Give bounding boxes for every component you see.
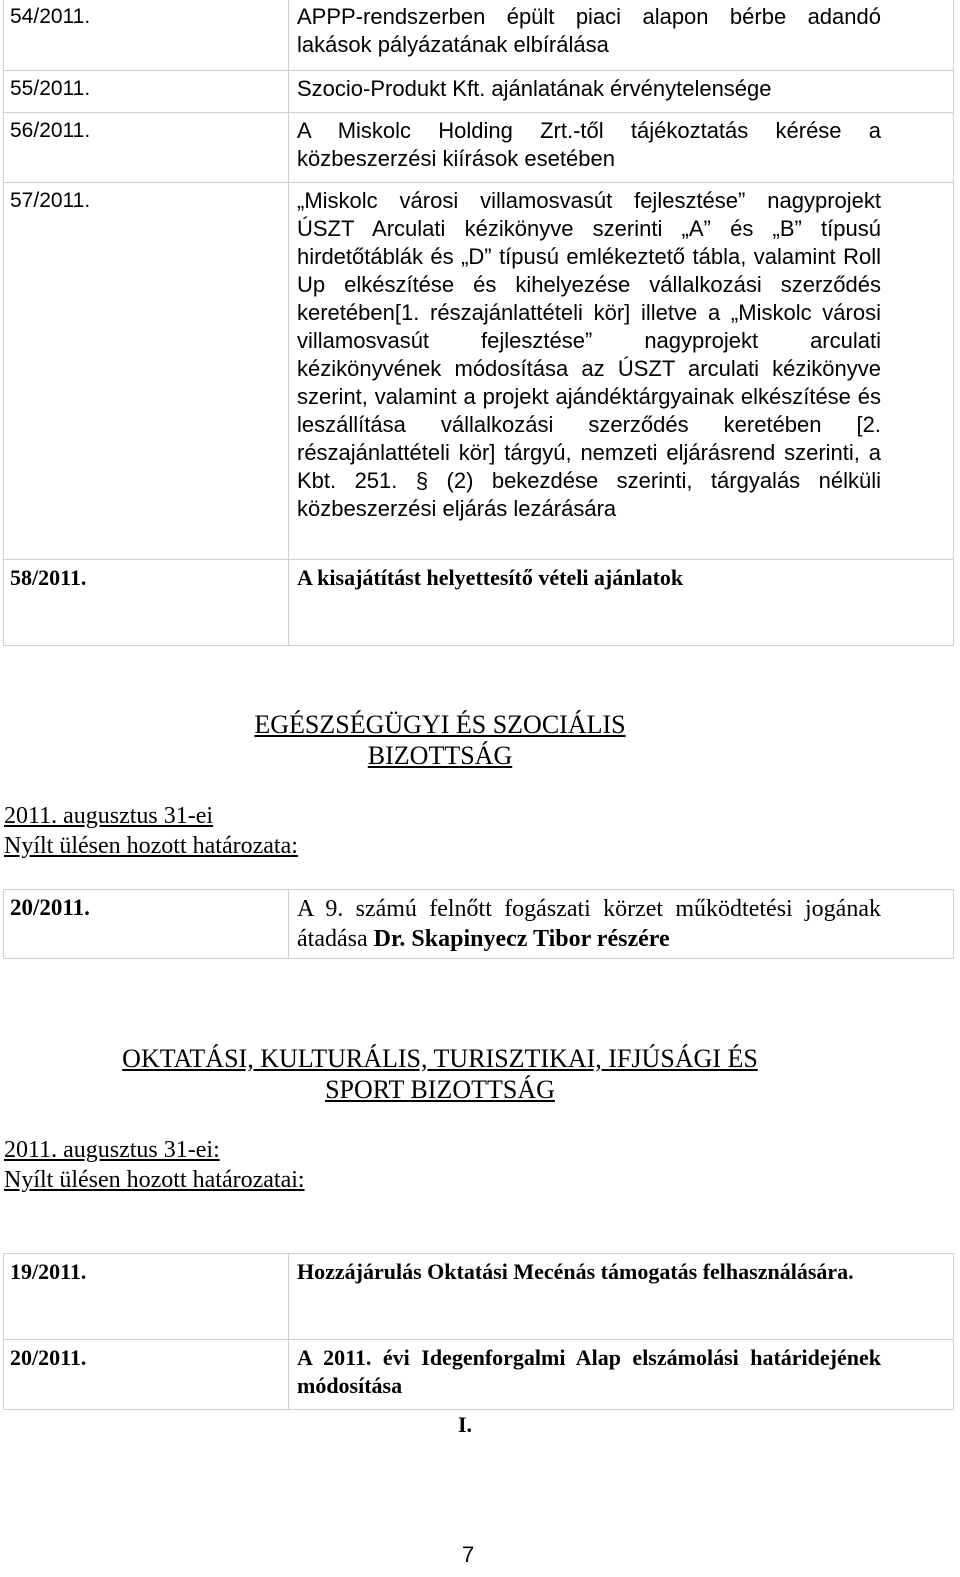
decision-number: 57/2011. [4,183,289,560]
decision-text: A 2011. évi Idegenforgalmi Alap elszámolási határidejének módosítása [289,1340,954,1410]
table-row [4,71,954,113]
committee-title-line: SPORT BIZOTTSÁG [325,1075,555,1104]
session-label-education: Nyílt ülésen hozott határozatai: [4,1167,305,1193]
decisions-table-health [3,889,954,959]
decision-text [289,890,954,959]
session-label-health: Nyílt ülésen hozott határozata: [4,833,298,859]
meeting-date-health: 2011. augusztus 31-ei [4,803,214,829]
decision-number: 56/2011. [4,113,289,183]
table-row [4,0,954,71]
decision-number: 58/2011. [4,560,289,646]
table-row [4,1340,954,1410]
committee-title-health [0,709,880,771]
committee-title-line: OKTATÁSI, KULTURÁLIS, TURISZTIKAI, IFJÚSÁGI ÉS [122,1044,758,1073]
decision-number: 20/2011. [4,890,289,959]
decision-text-plain: A 9. számú felnőtt fogászati körzet működtetési jogának átadása [297,896,881,952]
table-row [4,113,954,183]
decision-text: Szocio-Produkt Kft. ajánlatának érvénytelensége [289,71,954,113]
decision-text: A Miskolc Holding Zrt.-től tájékoztatás kérése a közbeszerzési kiírások esetében [289,113,954,183]
table-row [4,1254,954,1340]
decision-text: APPP-rendszerben épült piaci alapon bérbe adandó lakások pályázatának elbírálása [289,0,954,71]
decisions-table-education [3,1253,954,1410]
committee-title-line: EGÉSZSÉGÜGYI ÉS SZOCIÁLIS [254,710,626,739]
decision-text: Hozzájárulás Oktatási Mecénás támogatás felhasználására. [289,1254,954,1340]
decision-number: 19/2011. [4,1254,289,1340]
decisions-table-top [3,0,954,646]
page-number: 7 [462,1542,475,1567]
decision-text-bold: Dr. Skapinyecz Tibor részére [373,926,670,952]
decision-number: 20/2011. [4,1340,289,1410]
committee-title-line: BIZOTTSÁG [367,741,513,770]
table-row [4,560,954,646]
roman-numeral: I. [458,1412,473,1437]
table-row [4,183,954,560]
meeting-date-education: 2011. augusztus 31-ei: [4,1137,220,1163]
committee-title-education [0,1043,880,1105]
decision-number: 55/2011. [4,71,289,113]
decision-text: „Miskolc városi villamosvasút fejlesztése” nagyprojekt ÚSZT Arculati kézikönyve szerinti „A” és „B” típusú hirdetőtáblák és „D” típusú emlékeztető tábla, valamint Roll Up elkészítése és kihelyezése vállalkozási szerződés keretében[1. részajánlattételi kör] illetve a „Miskolc városi villamosvasút fejlesztése” nagyprojekt arculati kézikönyvének módosítása az ÚSZT arculati kézikönyve szerint, valamint a projekt ajándéktárgyainak elkészítése és leszállítása vállalkozási szerződés keretében [2. részajánlattételi kör] tárgyú, nemzeti eljárásrend szerinti, a Kbt. 251. § (2) bekezdése szerinti, tárgyalás nélküli közbeszerzési eljárás lezárására [289,183,954,560]
table-row [4,890,954,959]
decision-number: 54/2011. [4,0,289,71]
decision-text: A kisajátítást helyettesítő vételi ajánlatok [289,560,954,646]
